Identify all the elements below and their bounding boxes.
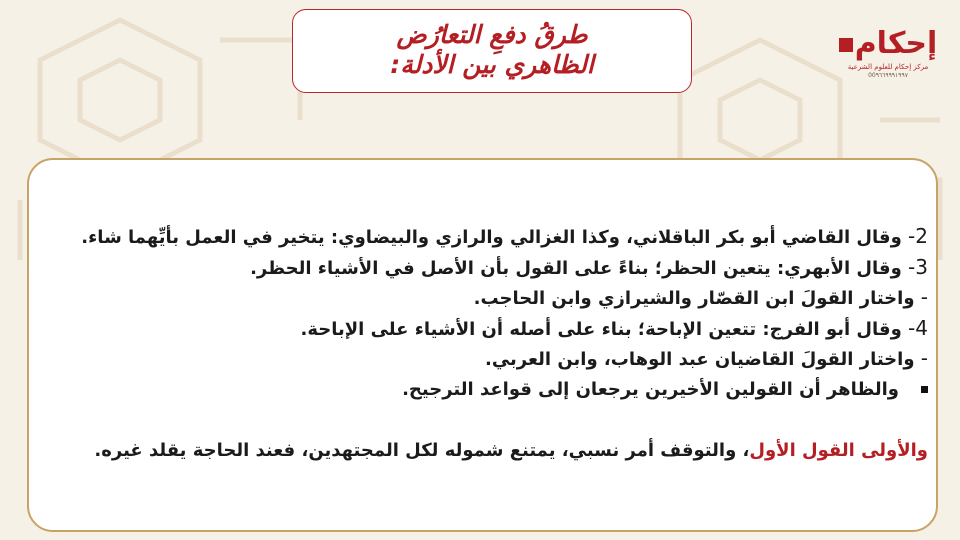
conclusion-text: ، والتوقف أمر نسبي، يمتنع شموله لكل المجتهدين، فعند الحاجة يقلد غيره. bbox=[94, 440, 750, 461]
list-item: 4- وقال أبو الفرج: تتعين الإباحة؛ بناء على أصله أن الأشياء على الإباحة. bbox=[300, 315, 928, 340]
conclusion bbox=[69, 440, 928, 461]
square-bullet-icon bbox=[921, 386, 928, 393]
list-item: - واختار القولَ ابن القصّار والشيرازي وابن الحاجب. bbox=[473, 285, 928, 309]
conclusion-highlight: والأولى القول الأول bbox=[749, 440, 928, 461]
content-box bbox=[27, 158, 938, 532]
list-item: - واختار القولَ القاضيان عبد الوهاب، وابن العربي. bbox=[484, 346, 928, 370]
list-item: 3- وقال الأبهري: يتعين الحظر؛ بناءً على القول بأن الأصل في الأشياء الحظر. bbox=[250, 254, 928, 279]
logo-number: 00٩٦٦٩٩٩١٩٩٧ bbox=[868, 72, 908, 79]
title-box bbox=[292, 9, 692, 93]
list-item: 2- وقال القاضي أبو بكر الباقلاني، وكذا الغزالي والرازي والبيضاوي: يتخير في العمل بأيِّهما شاء. bbox=[81, 224, 928, 248]
logo-subtitle: مركز إحكام للعلوم الشرعية bbox=[847, 63, 929, 71]
logo-name: إحكام bbox=[838, 26, 938, 62]
logo-mark-icon bbox=[839, 38, 853, 52]
title-line-2: الظاهري بين الأدلة: bbox=[390, 50, 594, 79]
list-item: والظاهر أن القولين الأخيرين يرجعان إلى قواعد الترجيح. bbox=[69, 375, 928, 405]
content-lines bbox=[69, 222, 928, 404]
brand-logo bbox=[838, 26, 938, 96]
title-line-1: طرقُ دفعِ التعارُض bbox=[396, 20, 588, 49]
